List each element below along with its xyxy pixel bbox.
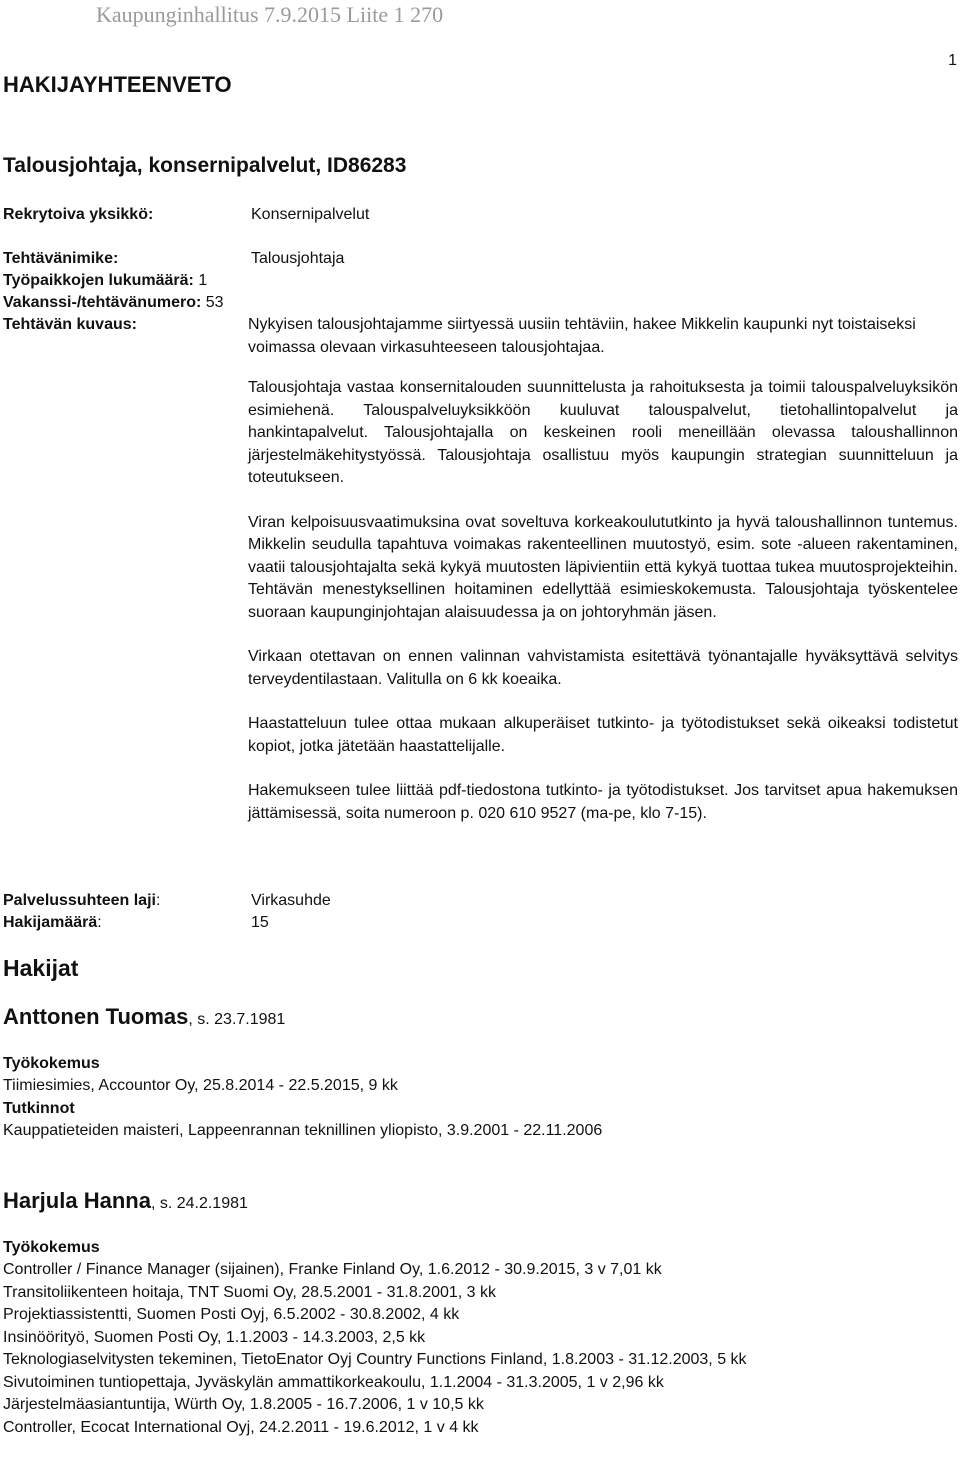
field-value: Virkasuhde bbox=[251, 892, 331, 909]
experience-item: Insinöörityö, Suomen Posti Oy, 1.1.2003 - 14.3.2003, 2,5 kk bbox=[3, 1328, 426, 1346]
applicant-name: Harjula Hanna bbox=[3, 1188, 151, 1213]
experience-item: Transitoliikenteen hoitaja, TNT Suomi Oy, 28.5.2001 - 31.8.2001, 3 kk bbox=[3, 1283, 497, 1301]
field-label: Vakanssi-/tehtävänumero: bbox=[3, 294, 202, 311]
applicant-dob: , s. 24.2.1981 bbox=[150, 1195, 248, 1212]
applicant-name: Anttonen Tuomas bbox=[3, 1004, 189, 1029]
field-label: Tehtävänimike: bbox=[3, 250, 119, 267]
field-position bbox=[3, 248, 345, 270]
description-paragraph: Virkaan otettavan on ennen valinnan vahvistamista esitettävä työnantajalle hyväksyttävä selvitys terveydentilastaan. Valitulla on 6 kk koeaika. bbox=[248, 648, 958, 688]
field-value: Konsernipalvelut bbox=[251, 206, 370, 223]
experience-item: Projektiassistentti, Suomen Posti Oyj, 6.5.2002 - 30.8.2002, 4 kk bbox=[3, 1306, 460, 1323]
field-value: 1 bbox=[198, 272, 208, 289]
description-paragraph: Haastatteluun tulee ottaa mukaan alkuperäiset tutkinto- ja työtodistukset sekä oikeaksi todistetut kopiot, jotka jätetään haastattelijalle. bbox=[248, 715, 958, 755]
experience-item: Controller, Ecocat International Oyj, 24.2.2011 - 19.6.2012, 1 v 4 kk bbox=[3, 1418, 479, 1436]
experience-heading: Työkokemus bbox=[3, 1239, 100, 1256]
experience-item: Teknologiaselvitysten tekeminen, TietoEnator Oyj Country Functions Finland, 1.8.2003 - 31.12.2003, 5 kk bbox=[3, 1351, 747, 1368]
field-label: Hakijamäärä bbox=[3, 914, 98, 931]
document-header: Kaupunginhallitus 7.9.2015 Liite 1 270 bbox=[96, 2, 444, 27]
field-value: Talousjohtaja bbox=[251, 250, 345, 267]
page-number: 1 bbox=[948, 52, 957, 69]
description-paragraph: Talousjohtaja vastaa konsernitalouden suunnittelusta ja rahoituksesta ja toimii talouspalveluyksikön esimiehenä. Talouspalveluyksikköön kuuluvat talouspalvelut, tietohallintopalvelut ja hankintapalvelut. Talousjohtajalla on keskeinen rooli meneillään olevassa taloushallinnon järjestelmäkehitystyössä. Talousjohtaja osallistuu myös kaupungin strategian suunnitteluun ja toteutukseen. bbox=[248, 379, 958, 486]
description-paragraph: Nykyisen talousjohtajamme siirtyessä uusiin tehtäviin, hakee Mikkelin kaupunki nyt toistaiseksi voimassa olevaan virkasuhteeseen talousjohtajaa. bbox=[248, 316, 916, 356]
field-count bbox=[3, 270, 207, 292]
description-paragraph: Viran kelpoisuusvaatimuksina ovat soveltuva korkeakoulututkinto ja hyvä taloushallinnon tuntemus. Mikkelin seudulla tapahtuva voimakas rakenteellinen muutostyö, esim. sote -alueen rakentaminen, vaatii talousjohtajalta sekä kykyä muutosten läpivientiin että kykyä tuottaa tukea muutosprojekteihin. Tehtävän menestyksellinen hoitaminen edellyttää esimieskokemusta. Talousjohtaja työskentelee suoraan kaupunginjohtajan alaisuudessa ja on johtoryhmän jäsen. bbox=[248, 513, 958, 621]
experience-item: Sivutoiminen tuntiopettaja, Jyväskylän ammattikorkeakoulu, 1.1.2004 - 31.3.2005, 1 v 2,96 kk bbox=[3, 1373, 664, 1391]
job-description bbox=[248, 314, 958, 847]
applicants-list bbox=[3, 1002, 953, 1483]
degree-item: Kauppatieteiden maisteri, Lappeenrannan teknillinen yliopisto, 3.9.2001 - 22.11.2006 bbox=[3, 1121, 603, 1139]
field-employment-type: Palvelussuhteen laji: Virkasuhde bbox=[3, 890, 160, 912]
field-description bbox=[3, 314, 137, 336]
document-title: HAKIJAYHTEENVETO bbox=[3, 72, 232, 97]
applicant bbox=[3, 1002, 953, 1142]
degrees-heading: Tutkinnot bbox=[3, 1099, 75, 1117]
field-label: Palvelussuhteen laji bbox=[3, 892, 156, 909]
field-label: Tehtävän kuvaus: bbox=[3, 316, 137, 333]
description-paragraph: Hakemukseen tulee liittää pdf-tiedostona tutkinto- ja työtodistukset. Jos tarvitset apua hakemuksen jättämisessä, soita numeroon p. 020 610 9527 (ma-pe, klo 7-15). bbox=[248, 782, 958, 822]
field-label: Työpaikkojen lukumäärä: bbox=[3, 272, 194, 289]
experience-item: Controller / Finance Manager (sijainen), Franke Finland Oy, 1.6.2012 - 30.9.2015, 3 v 7,01 kk bbox=[3, 1261, 662, 1278]
field-applicant-count: Hakijamäärä: 15 bbox=[3, 912, 102, 934]
experience-item: Järjestelmäasiantuntija, Würth Oy, 1.8.2005 - 16.7.2006, 1 v 10,5 kk bbox=[3, 1396, 484, 1413]
field-value: 53 bbox=[205, 294, 224, 311]
applicant bbox=[3, 1186, 953, 1439]
field-unit bbox=[3, 204, 370, 226]
field-value: 15 bbox=[251, 914, 269, 931]
applicant-dob: , s. 23.7.1981 bbox=[188, 1011, 286, 1028]
experience-heading: Työkokemus bbox=[3, 1055, 100, 1072]
field-vacancy bbox=[3, 292, 224, 314]
field-label: Rekrytoiva yksikkö: bbox=[3, 206, 154, 223]
job-title: Talousjohtaja, konsernipalvelut, ID86283 bbox=[3, 154, 407, 177]
experience-item: Tiimiesimies, Accountor Oy, 25.8.2014 - 22.5.2015, 9 kk bbox=[3, 1077, 398, 1094]
applicants-heading: Hakijat bbox=[3, 955, 79, 981]
